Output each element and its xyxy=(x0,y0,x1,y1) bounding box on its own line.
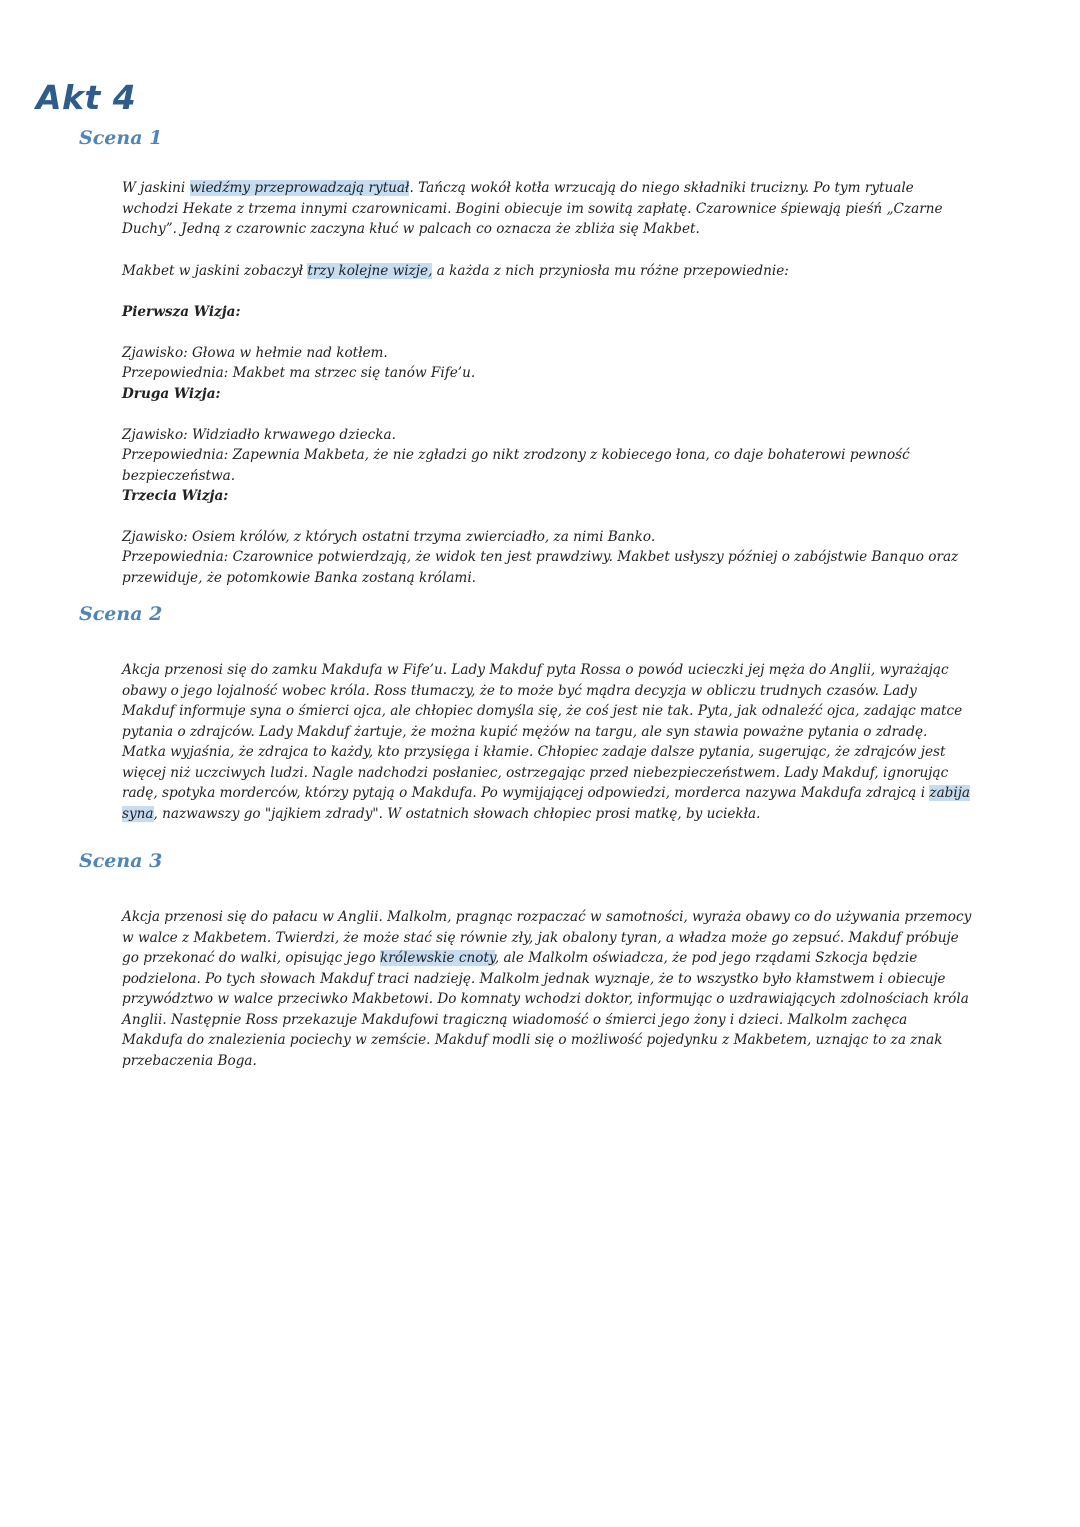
highlighted-phrase: zabija syna xyxy=(122,785,971,822)
text-segment: a każda z nich przyniosła mu różne przepowiednie: xyxy=(432,263,789,279)
highlighted-phrase: wiedźmy przeprowadzają rytuał xyxy=(189,180,410,196)
scene-2-title: Scena 2 xyxy=(79,603,163,625)
wizja-2-prophecy: Przepowiednia: Zapewnia Makbeta, że nie zgładzi go nikt zrodzony z kobiecego łona, co daje bohaterowi pewność bezpieczeństwa. xyxy=(122,447,910,484)
text-segment: Makbet w jaskini zobaczył xyxy=(122,263,308,279)
wizja-1-phenomenon: Zjawisko: Głowa w hełmie nad kotłem. xyxy=(122,345,388,361)
text-segment: W jaskini xyxy=(122,180,190,196)
wizja-2-heading: Druga Wizja: xyxy=(122,386,221,402)
scene-2-paragraph xyxy=(122,660,972,824)
text-segment: , ale Malkolm oświadcza, że pod jego rządami Szkocja będzie podzielona. Po tych słowach Makduf traci nadzieję. Malkolm jednak wyznaje, że to wszystko było kłamstwem i obiecuje przywództwo w walce przeciwko Makbetowi. Do komnaty wchodzi doktor, informując o uzdrawiających zdolnościach króla Anglii. Następnie Ross przekazuje Makdufowi tragiczną wiadomość o śmierci jego żony i dzieci. Malkolm zachęca Makdufa do znalezienia pociechy w zemście. Makduf modli się o możliwość pojedynku z Makbetem, uznając to za znak przebaczenia Boga. xyxy=(122,950,969,1069)
highlighted-phrase: trzy kolejne wizje, xyxy=(307,263,433,279)
act-title: Akt 4 xyxy=(36,78,137,117)
scene-1-paragraph-2 xyxy=(122,261,972,282)
scene-1-title: Scena 1 xyxy=(79,127,163,149)
text-segment: Akcja przenosi się do zamku Makdufa w Fife’u. Lady Makduf pyta Rossa o powód ucieczki jej męża do Anglii, wyrażając obawy o jego lojalność wobec króla. Ross tłumaczy, że to może być mądra decyzja w obliczu trudnych czasów. Lady Makduf informuje syna o śmierci ojca, ale chłopiec domyśla się, że coś jest nie tak. Pyta, jak odnaleźć ojca, zadając matce pytania o zdrajców. Lady Makduf żartuje, że można kupić mężów na targu, ale syn stawia poważne pytania o zdradę. Matka wyjaśnia, że zdrajca to każdy, kto przysięga i kłamie. Chłopiec zadaje dalsze pytania, sugerując, że zdrajców jest więcej niż uczciwych ludzi. Nagle nadchodzi posłaniec, ostrzegając przed niebezpieczeństwem. Lady Makduf, ignorując radę, spotyka morderców, którzy pytają o Makdufa. Po wymijającej odpowiedzi, morderca nazywa Makdufa zdrajcą i xyxy=(122,662,963,801)
text-segment: , nazwawszy go "jajkiem zdrady". W ostatnich słowach chłopiec prosi matkę, by uciekła. xyxy=(153,805,761,822)
wizja-3-heading: Trzecia Wizja: xyxy=(122,488,229,504)
wizja-1-heading: Pierwsza Wizja: xyxy=(122,304,241,320)
wizja-1-prophecy: Przepowiednia: Makbet ma strzec się tanów Fife’u. xyxy=(122,365,476,381)
text-segment: Akcja przenosi się do pałacu w Anglii. Malkolm, pragnąc rozpaczać w samotności, wyraża obawy co do używania przemocy w walce z Makbetem. Twierdzi, że może stać się równie zły, jak obalony tyran, a władza może go zepsuć. Makduf próbuje go przekonać do walki, opisując jego xyxy=(122,909,972,966)
wizja-3-prophecy: Przepowiednia: Czarownice potwierdzają, że widok ten jest prawdziwy. Makbet usłyszy później o zabójstwie Banquo oraz przewiduje, że potomkowie Banka zostaną królami. xyxy=(122,549,959,586)
wizja-2-phenomenon: Zjawisko: Widziadło krwawego dziecka. xyxy=(122,427,396,443)
wizja-3-phenomenon: Zjawisko: Osiem królów, z których ostatni trzyma zwierciadło, za nimi Banko. xyxy=(122,529,656,545)
scene-1-paragraph-1 xyxy=(122,178,972,240)
text-segment: . Tańczą wokół kotła wrzucają do niego składniki trucizny. Po tym rytuale wchodzi Hekate z trzema innymi czarownicami. Bogini obiecuje im sowitą zapłatę. Czarownice śpiewają pieśń „Czarne Duchy”. Jedną z czarownic zaczyna kłuć w palcach co oznacza że zbliża się Makbet. xyxy=(122,180,943,237)
highlighted-phrase: królewskie cnoty xyxy=(380,950,495,966)
scene-3-paragraph xyxy=(122,907,972,1071)
scene-3-title: Scena 3 xyxy=(79,850,163,872)
